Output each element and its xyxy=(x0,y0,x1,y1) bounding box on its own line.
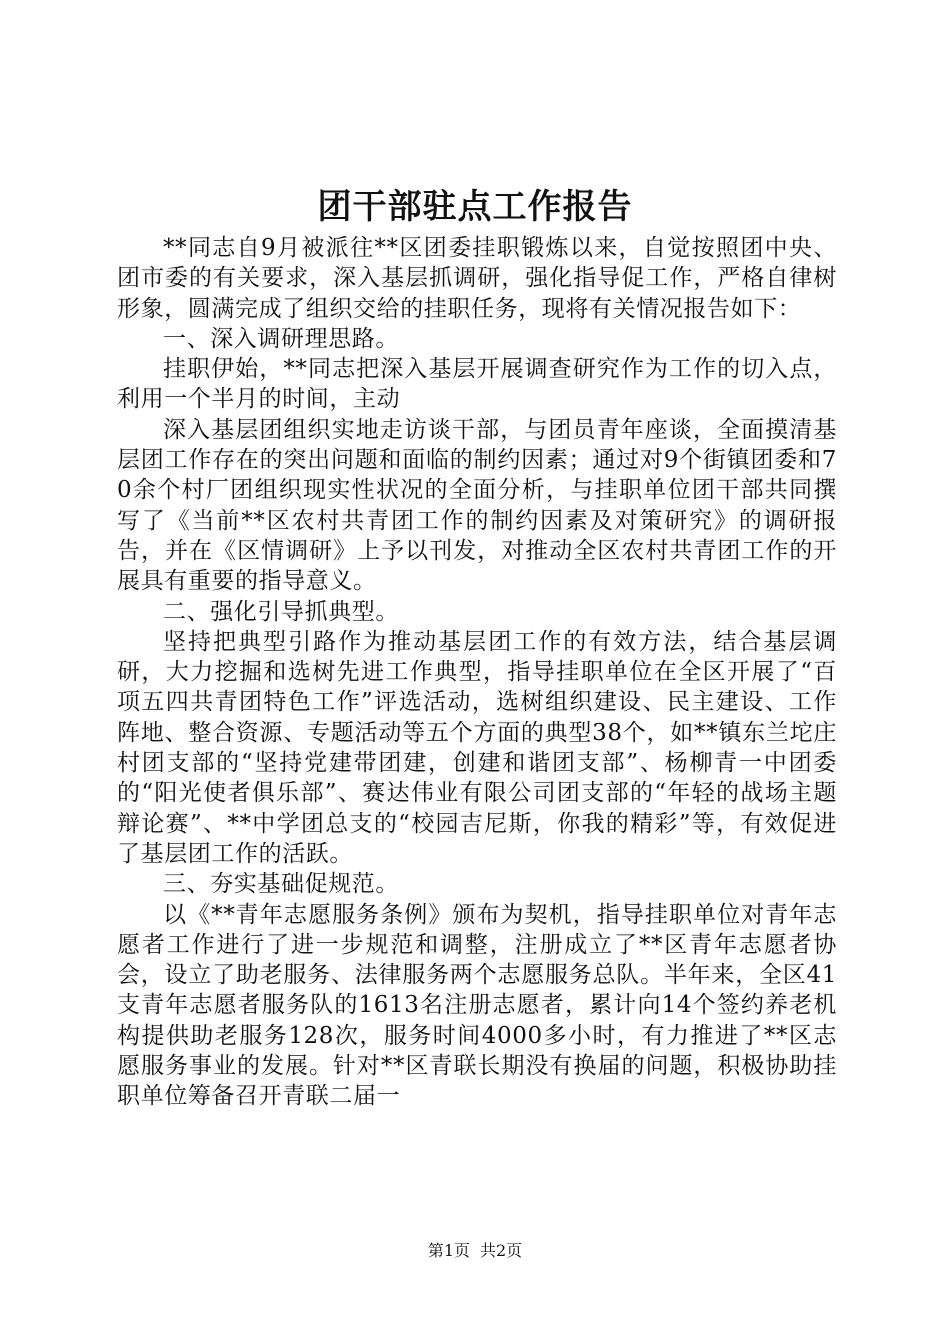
page-number: 第1页 xyxy=(427,1241,470,1260)
page-total: 共2页 xyxy=(480,1241,523,1260)
section-heading-3: 三、夯实基础促规范。 xyxy=(163,871,399,898)
paragraph-3: 以《**青年志愿服务条例》颁布为契机，指导挂职单位对青年志愿者工作进行了进一步规范和调整，注册成立了**区青年志愿者协会，设立了助老服务、法律服务两个志愿服务总队。半年来，全区41支青年志愿者服务队的1613名注册志愿者，累计向14个签约养老机构提供助老服务128次，服务时间4000多小时，有力推进了**区志愿服务事业的发展。针对**区青联长期没有换届的问题，积极协助挂职单位筹备召开青联二届一 xyxy=(117,901,837,1110)
paragraph-1b: 深入基层团组织实地走访谈干部，与团员青年座谈，全面摸清基层团工作存在的突出问题和面临的制约因素；通过对9个街镇团委和70余个村厂团组织现实性状况的全面分析，与挂职单位团干部共同撰写了《当前**区农村共青团工作的制约因素及对策研究》的调研报告，并在《区情调研》上予以刊发，对推动全区农村共青团工作的开展具有重要的指导意义。 xyxy=(117,416,837,595)
paragraph-2: 坚持把典型引路作为推动基层团工作的有效方法，结合基层调研，大力挖掘和选树先进工作典型，指导挂职单位在全区开展了“百项五四共青团特色工作”评选活动，选树组织建设、民主建设、工作阵地、整合资源、专题活动等五个方面的典型38个，如**镇东兰坨庄村团支部的“坚持党建带团建，创建和谐团支部”、杨柳青一中团委的“阳光使者俱乐部”、赛达伟业有限公司团支部的“年轻的战场主题辩论赛”、**中学团总支的“校园吉尼斯，你我的精彩”等，有效促进了基层团工作的活跃。 xyxy=(117,628,837,867)
page-footer xyxy=(0,1240,950,1262)
section-heading-1: 一、深入调研理思路。 xyxy=(163,325,399,352)
document-title: 团干部驻点工作报告 xyxy=(317,187,633,227)
document-body xyxy=(117,233,837,1112)
intro-paragraph: **同志自9月被派往**区团委挂职锻炼以来，自觉按照团中央、团市委的有关要求，深入基层抓调研，强化指导促工作，严格自律树形象，圆满完成了组织交给的挂职任务，现将有关情况报告如下： xyxy=(117,235,837,322)
section-heading-2: 二、强化引导抓典型。 xyxy=(163,598,399,625)
paragraph-1a: 挂职伊始，**同志把深入基层开展调查研究作为工作的切入点，利用一个半月的时间，主动 xyxy=(117,356,837,413)
